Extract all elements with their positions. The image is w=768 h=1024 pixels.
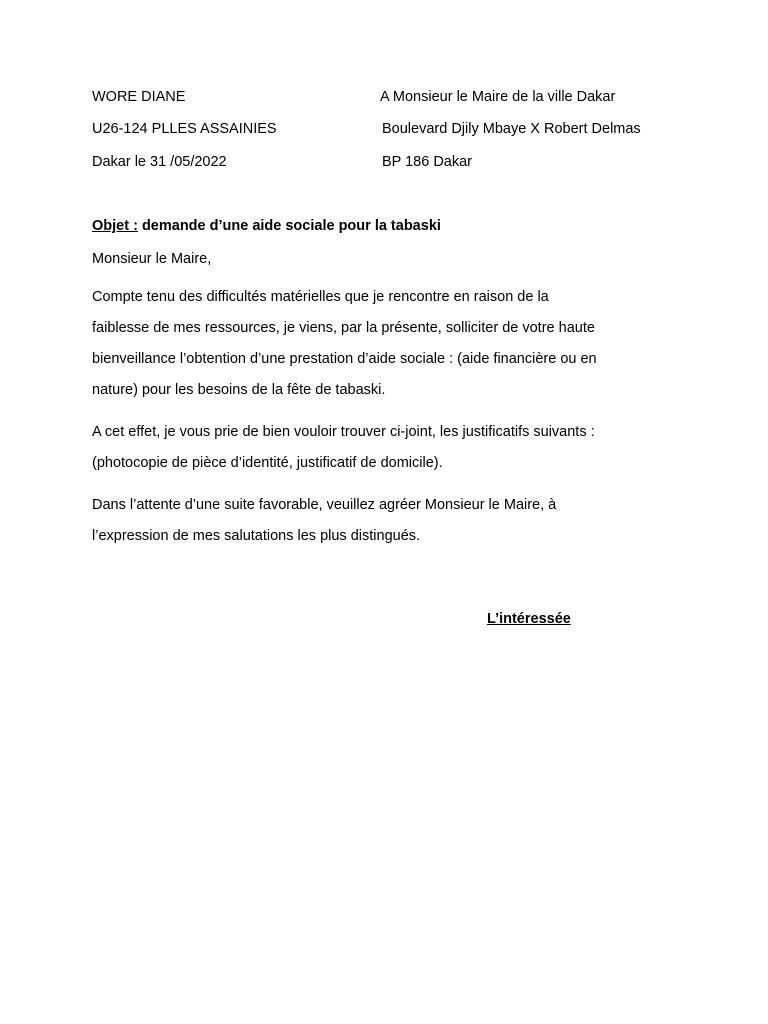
subject-text: demande d’une aide sociale pour la tabaski <box>137 218 441 234</box>
subject-label: Objet : <box>92 218 138 234</box>
salutation: Monsieur le Maire, <box>92 251 212 267</box>
sender-place-date: Dakar le 31 /05/2022 <box>92 154 227 170</box>
signature: L’intéressée <box>487 611 571 627</box>
body-paragraph-3 <box>92 490 692 552</box>
paragraph-line: Dans l’attente d’une suite favorable, veuillez agréer Monsieur le Maire, à <box>92 497 557 513</box>
paragraph-line: l’expression de mes salutations les plus distingués. <box>92 528 421 544</box>
sender-address: U26-124 PLLES ASSAINIES <box>92 121 277 137</box>
paragraph-line: nature) pour les besoins de la fête de tabaski. <box>92 382 386 398</box>
recipient-street: Boulevard Djily Mbaye X Robert Delmas <box>382 121 641 137</box>
paragraph-line: faiblesse de mes ressources, je viens, par la présente, solliciter de votre haute <box>92 320 595 336</box>
paragraph-line: A cet effet, je vous prie de bien vouloir trouver ci-joint, les justificatifs suivants : <box>92 424 595 440</box>
recipient-po-box: BP 186 Dakar <box>382 154 473 170</box>
paragraph-line: (photocopie de pièce d’identité, justificatif de domicile). <box>92 455 443 471</box>
body-paragraph-2 <box>92 417 692 479</box>
sender-name: WORE DIANE <box>92 89 186 105</box>
paragraph-line: bienveillance l’obtention d’une prestation d’aide sociale : (aide financière ou en <box>92 351 597 367</box>
body-paragraph-1 <box>92 282 692 406</box>
paragraph-line: Compte tenu des difficultés matérielles que je rencontre en raison de la <box>92 289 549 305</box>
subject-line <box>92 217 441 235</box>
recipient-title: A Monsieur le Maire de la ville Dakar <box>380 89 616 105</box>
